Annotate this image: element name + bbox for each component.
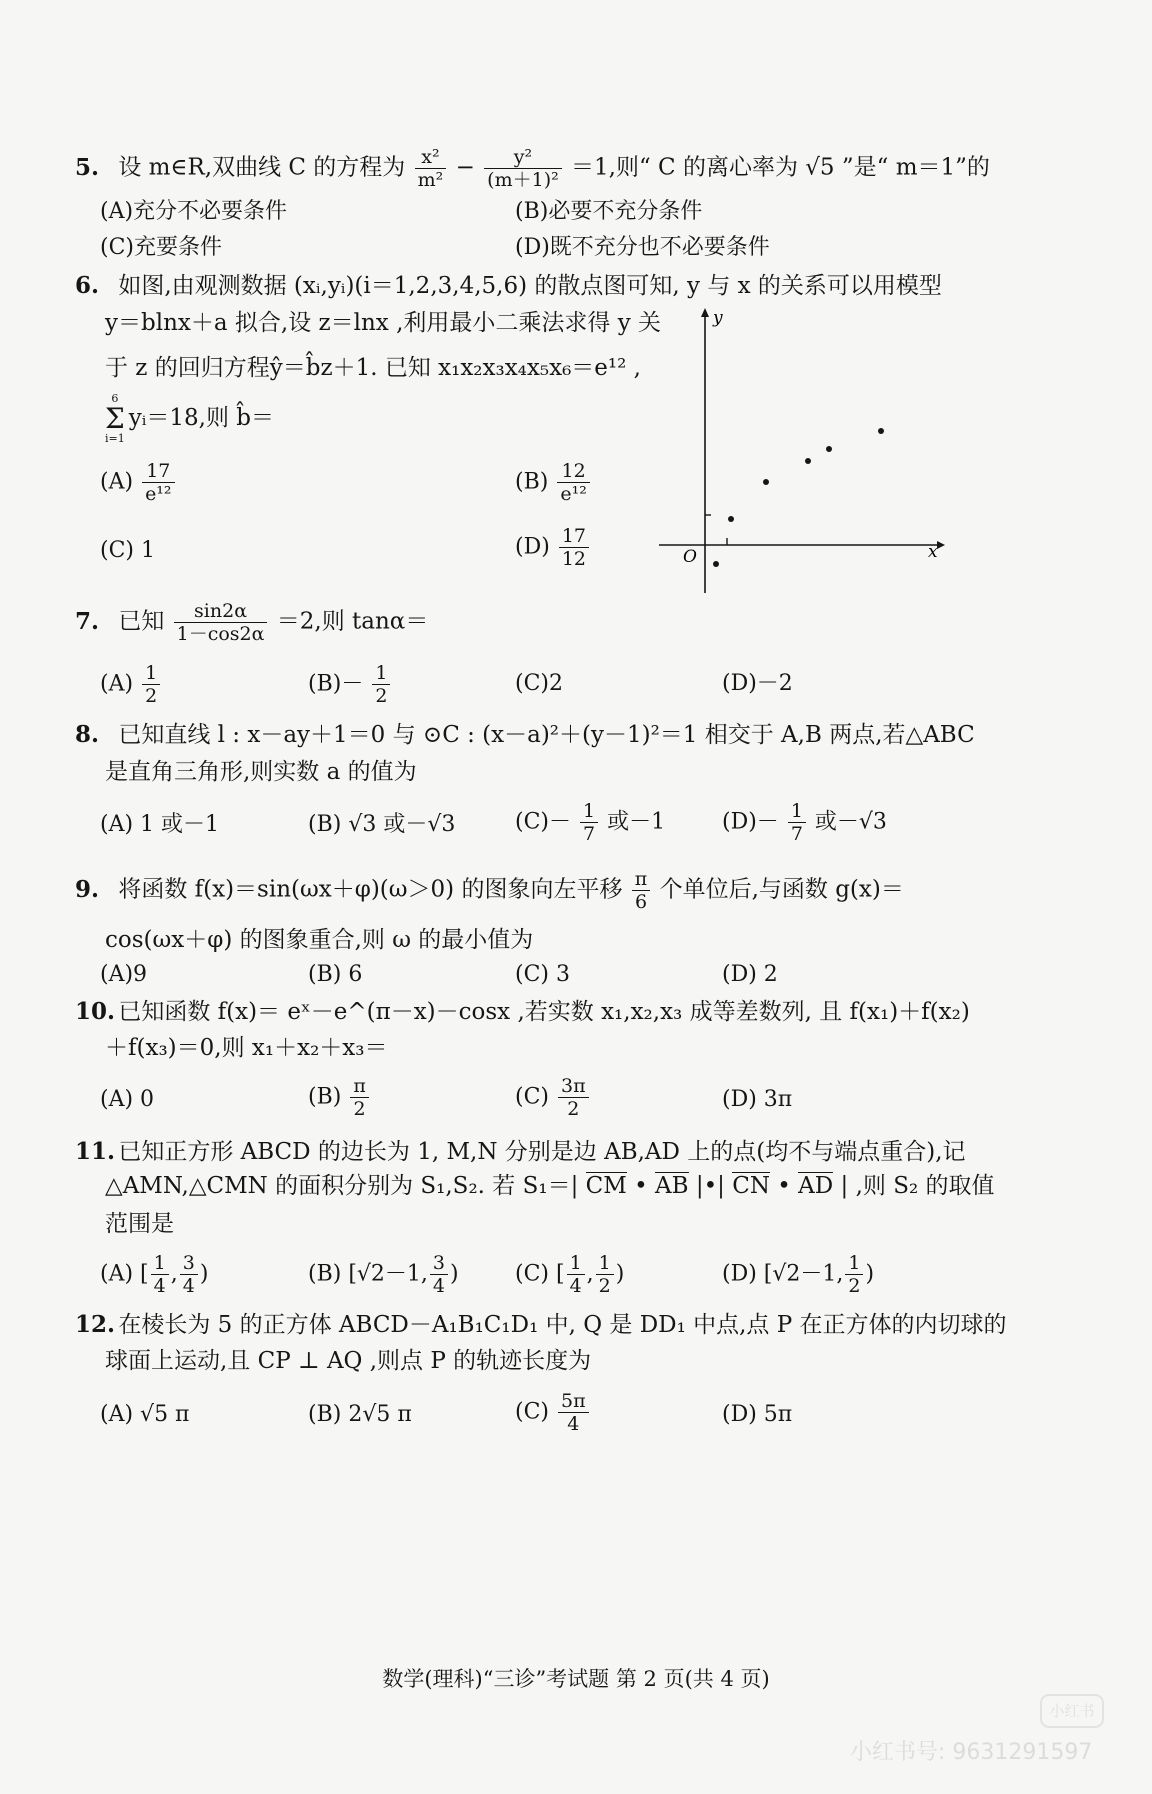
question-5 [75,146,990,191]
option-a: (A)充分不必要条件 [100,199,288,224]
option-b: (B)必要不充分条件 [515,199,703,224]
fraction: $\frac{\sin 2\alpha}{1-\cos 2\alpha}$ [174,600,268,645]
option-a: (A) √5 π [100,1402,190,1427]
scatter-point [763,479,769,485]
option-c: (C) 3 [515,962,570,987]
option-a: (A) $\frac{1}{2}$ [100,662,162,707]
question-text: 球面上运动,且 CP ⊥ AQ ,则点 P 的轨迹长度为 [105,1348,592,1374]
question-text: 范围是 [105,1211,174,1237]
option-b: (B) [√2－1, $\frac{3}{4}$ ) [308,1252,459,1297]
option-b: (B)－ $\frac{1}{2}$ [308,662,392,707]
question-text: ＝1,则“ C 的离心率为 √5 ”是“ m＝1”的 [571,154,990,181]
x-axis-arrow [937,541,945,549]
question-text: 设 m∈R,双曲线 C 的方程为 [118,154,406,181]
option-d: (D) [√2－1, $\frac{1}{2}$ ) [722,1252,875,1297]
minus-sign: − [455,154,475,181]
summation-symbol: 6 Σ i=1 [105,392,125,445]
option-b: (B) $\frac{12}{\text{e¹²}}$ [515,460,592,505]
question-9: 9. 将函数 f(x)＝sin(ωx＋φ)(ω＞0) 的图象向左平移 $\frac{\pi}{6}$ 个单位后,与函数 g(x)＝ [75,868,904,913]
question-text: 6 Σ i=1 yᵢ＝18,则 b̂＝ [105,392,275,445]
option-c: (C)2 [515,671,563,696]
option-b: (B) $\frac{\pi}{2}$ [308,1075,371,1120]
option-a: (A) 0 [100,1087,155,1112]
option-c: (C)－ $\frac{1}{7}$ 或－1 [515,800,666,845]
scatter-point [878,428,884,434]
question-number: 8. [75,721,100,748]
fraction: $\frac{\pi}{6}$ [632,868,651,913]
option-d: (D)－2 [722,671,793,696]
question-number: 10. [75,998,116,1025]
page-footer: 数学(理科)“三诊”考试题 第 2 页(共 4 页) [382,1667,770,1691]
option-c: (C) 1 [100,538,155,563]
option-d: (D)－ $\frac{1}{7}$ 或－√3 [722,800,887,845]
vector-ab: AB [655,1173,689,1199]
question-number: 7. [75,607,100,635]
question-10: 10. 已知函数 f(x)＝ eˣ－e^(π－x)－cosx ,若实数 x₁,x₂,x₃ 成等差数列, 且 f(x₁)＋f(x₂) [75,998,970,1025]
question-8: 8. 已知直线 l : x－ay＋1＝0 与 ⊙C : (x－a)²＋(y－1)²＝1 相交于 A,B 两点,若△ABC [75,721,975,748]
y-axis-label: y [713,308,723,328]
question-number: 9. [75,875,100,903]
option-a: (A) [ $\frac{1}{4}$ , $\frac{3}{4}$ ) [100,1252,209,1297]
option-c: (C)充要条件 [100,235,222,260]
option-b: (B) √3 或－√3 [308,812,456,837]
option-d: (D)既不充分也不必要条件 [515,235,770,260]
x-axis-label: x [928,542,938,562]
question-text: cos(ωx＋φ) 的图象重合,则 ω 的最小值为 [105,927,534,953]
scatter-point [713,561,719,567]
question-6 [75,271,942,301]
question-number: 5. [75,153,100,181]
origin-label: O [683,547,697,567]
question-number: 6. [75,272,100,299]
scatter-point [805,458,811,464]
option-b: (B) 6 [308,962,363,987]
question-text: ＋f(x₃)＝0,则 x₁＋x₂＋x₃＝ [105,1035,388,1061]
option-b: (B) 2√5 π [308,1402,412,1427]
scatter-point [728,516,734,522]
option-a: (A)9 [100,962,148,987]
option-c: (C) $\frac{3\pi}{2}$ [515,1075,591,1120]
option-d: (D) 2 [722,962,778,987]
question-7: 7. 已知 $\frac{\sin 2\alpha}{1-\cos 2\alpha}$ ＝2,则 tanα＝ [75,600,429,645]
option-d: (D) $\frac{17}{12}$ [515,525,591,570]
question-11: 11. 已知正方形 ABCD 的边长为 1, M,N 分别是边 AB,AD 上的点(均不与端点重合),记 [75,1138,966,1165]
option-c: (C) $\frac{5\pi}{4}$ [515,1390,591,1435]
question-number: 12. [75,1311,116,1338]
option-d: (D) 5π [722,1402,793,1427]
option-a: (A) $\frac{17}{\text{e¹²}}$ [100,460,177,505]
option-d: (D) 3π [722,1087,793,1112]
question-number: 11. [75,1138,116,1165]
scatter-point [826,446,832,452]
question-text: 于 z 的回归方程ŷ＝b̂z＋1. 已知 x₁x₂x₃x₄x₅x₆＝e¹² , [105,355,641,381]
option-a: (A) 1 或－1 [100,812,220,837]
watermark-badge: 小红书 [1040,1694,1104,1728]
watermark-text: 小红书号: 9631291597 [850,1740,1093,1765]
question-text: 是直角三角形,则实数 a 的值为 [105,759,417,785]
fraction: $\frac{\text{x²}}{\text{m²}}$ [415,146,447,191]
vector-cm: CM [585,1173,627,1199]
vector-ad: AD [798,1173,834,1199]
option-c: (C) [ $\frac{1}{4}$ , $\frac{1}{2}$ ) [515,1252,625,1297]
question-text: y＝blnx＋a 拟合,设 z＝lnx ,利用最小二乘法求得 y 关 [105,310,661,336]
question-text: △AMN,△CMN 的面积分别为 S₁,S₂. 若 S₁＝| CM • AB |•| CN • AD | ,则 S₂ 的取值 [105,1173,995,1199]
question-12: 12. 在棱长为 5 的正方体 ABCD－A₁B₁C₁D₁ 中, Q 是 DD₁ 中点,点 P 在正方体的内切球的 [75,1311,1007,1338]
question-text: 如图,由观测数据 (xᵢ,yᵢ)(i＝1,2,3,4,5,6) 的散点图可知, y 与 x 的关系可以用模型 [118,273,942,299]
vector-cn: CN [732,1173,770,1199]
fraction: $\frac{\text{y²}}{\text{(m＋1)²}}$ [484,146,562,191]
scatter-plot-figure [655,305,945,595]
y-axis-arrow [701,308,709,317]
